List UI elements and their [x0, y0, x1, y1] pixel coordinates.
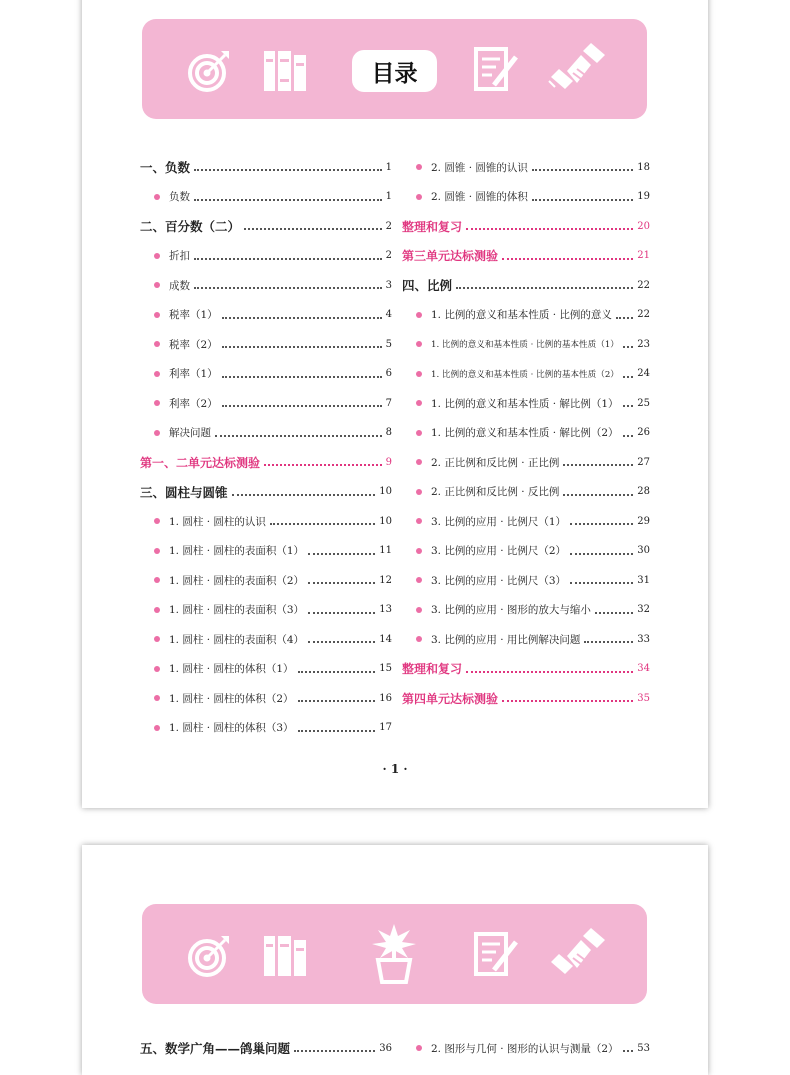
dot-leader [222, 405, 382, 407]
toc-section-heading[interactable] [402, 215, 650, 237]
toc-section-heading[interactable] [402, 274, 650, 296]
toc-entry[interactable] [402, 363, 650, 385]
toc-entry-page-number: 8 [385, 427, 392, 438]
toc-entry-page-number: 20 [637, 220, 650, 232]
toc-entry[interactable] [402, 628, 650, 650]
toc-entry-title: 1. 比例的意义和基本性质 · 比例的基本性质（1） [431, 340, 619, 350]
toc-entry-title: 1. 圆柱 · 圆柱的表面积（1） [169, 545, 305, 557]
toc-entry-title: 二、百分数（二） [140, 219, 241, 234]
toc-entry-title: 负数 [169, 191, 190, 203]
toc-entry[interactable] [402, 451, 650, 473]
toc-entry-title: 1. 圆柱 · 圆柱的表面积（4） [169, 633, 305, 646]
toc-entry[interactable] [140, 186, 392, 208]
bullet-dot-icon [154, 725, 160, 731]
toc-entry[interactable] [402, 392, 650, 414]
toc-entry-title: 整理和复习 [402, 219, 463, 234]
toc-entry-title: 2. 圆锥 · 圆锥的认识 [431, 161, 528, 174]
toc-entry-page-number: 22 [637, 309, 650, 320]
dot-leader [623, 435, 634, 437]
bullet-dot-icon [154, 253, 160, 259]
toc-entry-page-number: 29 [637, 515, 650, 527]
toc-section-heading[interactable] [140, 215, 392, 237]
dot-leader [215, 435, 382, 437]
notepad-icon [474, 45, 522, 93]
toc-entry-page-number: 4 [385, 309, 392, 320]
bullet-dot-icon [154, 371, 160, 377]
toc-entry[interactable] [402, 422, 650, 444]
toc-entry-title: 1. 比例的意义和基本性质 · 比例的意义 [431, 309, 612, 321]
toc-entry-title: 整理和复习 [402, 662, 463, 676]
toc-entry-page-number: 3 [385, 279, 392, 291]
toc-entry-page-number: 1 [385, 161, 392, 173]
books-icon [262, 49, 310, 93]
toc-entry-page-number: 27 [637, 456, 650, 468]
dot-leader [616, 317, 633, 319]
dot-leader [294, 1050, 375, 1052]
bullet-dot-icon [416, 607, 422, 613]
toc-entry-title: 第三单元达标测验 [402, 249, 499, 263]
bullet-dot-icon [154, 400, 160, 406]
toc-entry-title: 1. 圆柱 · 圆柱的表面积（2） [169, 574, 305, 587]
toc-entry[interactable] [140, 304, 392, 326]
toc-entry-title: 第四单元达标测验 [402, 691, 499, 706]
toc-entry-page-number: 26 [637, 427, 650, 438]
toc-section-heading[interactable] [140, 481, 392, 503]
toc-entry-page-number: 30 [637, 545, 650, 556]
toc-entry-page-number: 6 [385, 368, 392, 379]
toc-entry-page-number: 15 [379, 663, 392, 674]
toc-entry[interactable] [402, 540, 650, 562]
dot-leader [298, 730, 376, 732]
toc-entry-title: 3. 比例的应用 · 比例尺（3） [431, 574, 567, 587]
toc-entry[interactable] [402, 1037, 650, 1059]
toc-entry[interactable] [402, 304, 650, 326]
bullet-dot-icon [416, 194, 422, 200]
handshake-icon [547, 41, 607, 97]
bullet-dot-icon [154, 430, 160, 436]
dot-leader [570, 523, 633, 525]
dot-leader [270, 523, 375, 525]
notepad-icon [474, 930, 522, 978]
header-banner [142, 19, 647, 119]
toc-section-heading[interactable] [140, 156, 392, 178]
bullet-dot-icon [154, 548, 160, 554]
dot-leader [502, 258, 633, 260]
bullet-dot-icon [154, 312, 160, 318]
toc-entry-title: 1. 圆柱 · 圆柱的体积（2） [169, 692, 294, 705]
toc-entry[interactable] [140, 628, 392, 650]
toc-entry-title: 利率（2） [169, 397, 218, 410]
toc-entry-page-number: 12 [379, 574, 392, 586]
toc-entry-page-number: 23 [637, 338, 650, 350]
dot-leader [563, 494, 633, 496]
dot-leader [222, 346, 382, 348]
bullet-dot-icon [154, 607, 160, 613]
toc-entry[interactable] [402, 569, 650, 591]
dot-leader [623, 1050, 634, 1052]
toc-entry[interactable] [140, 274, 392, 296]
toc-entry-title: 3. 比例的应用 · 用比例解决问题 [431, 633, 581, 646]
toc-entry-page-number: 17 [379, 722, 392, 733]
toc-entry-title: 成数 [169, 279, 190, 292]
toc-entry-page-number: 35 [637, 692, 650, 704]
toc-entry-page-number: 9 [385, 456, 392, 468]
toc-entry-page-number: 7 [385, 397, 392, 409]
books-icon [262, 934, 310, 978]
bullet-dot-icon [416, 312, 422, 318]
dot-leader [298, 700, 376, 702]
dot-leader [623, 376, 633, 378]
toc-entry-title: 利率（1） [169, 368, 218, 380]
dot-leader [194, 169, 382, 171]
dot-leader [570, 582, 633, 584]
toc-entry[interactable] [140, 658, 392, 680]
toc-entry-title: 四、比例 [402, 278, 453, 293]
bullet-dot-icon [154, 666, 160, 672]
page-number: · 1 · [382, 762, 408, 776]
bullet-dot-icon [416, 1045, 422, 1051]
dot-leader [502, 700, 633, 702]
toc-entry-page-number: 21 [637, 250, 650, 261]
dot-leader [532, 169, 633, 171]
dot-leader [623, 405, 634, 407]
toc-entry-page-number: 53 [637, 1042, 650, 1054]
toc-entry-title: 1. 比例的意义和基本性质 · 解比例（1） [431, 397, 619, 410]
toc-entry-title: 解决问题 [169, 427, 211, 439]
toc-entry[interactable] [140, 540, 392, 562]
bullet-dot-icon [416, 430, 422, 436]
toc-entry-page-number: 5 [385, 338, 392, 350]
toc-entry-page-number: 25 [637, 397, 650, 409]
toc-entry[interactable] [140, 510, 392, 532]
toc-entry[interactable] [140, 422, 392, 444]
dot-leader [595, 612, 633, 614]
bullet-dot-icon [416, 636, 422, 642]
bullet-dot-icon [416, 164, 422, 170]
dot-leader [308, 641, 375, 643]
toc-entry-page-number: 16 [379, 692, 392, 704]
toc-entry-page-number: 1 [385, 191, 392, 202]
dot-leader [222, 376, 382, 378]
toc-entry-page-number: 22 [637, 279, 650, 291]
dot-leader [194, 258, 382, 260]
toc-entry-title: 五、数学广角——鸽巢问题 [140, 1041, 291, 1056]
toc-entry[interactable] [402, 510, 650, 532]
toc-entry-page-number: 14 [379, 633, 392, 645]
toc-section-heading[interactable] [402, 687, 650, 709]
bullet-dot-icon [154, 194, 160, 200]
dot-leader [623, 346, 633, 348]
toc-entry-title: 1. 圆柱 · 圆柱的体积（1） [169, 663, 294, 675]
toc-entry[interactable] [402, 186, 650, 208]
toc-entry-page-number: 28 [637, 486, 650, 497]
toc-section-heading[interactable] [140, 1037, 392, 1059]
dot-leader [456, 287, 633, 289]
bullet-dot-icon [416, 371, 422, 377]
toc-entry[interactable] [140, 363, 392, 385]
bullet-dot-icon [416, 459, 422, 465]
target-icon [187, 934, 231, 978]
toc-entry-title: 1. 比例的意义和基本性质 · 比例的基本性质（2） [431, 369, 619, 380]
toc-entry-title: 2. 正比例和反比例 · 正比例 [431, 456, 560, 469]
bullet-dot-icon [154, 282, 160, 288]
toc-entry[interactable] [402, 156, 650, 178]
toc-title: 目录 [352, 50, 437, 92]
toc-entry-page-number: 32 [637, 604, 650, 615]
toc-entry-page-number: 2 [385, 250, 392, 261]
bullet-dot-icon [416, 577, 422, 583]
toc-entry-page-number: 36 [379, 1042, 392, 1054]
toc-section-heading[interactable] [402, 245, 650, 267]
toc-entry-title: 3. 比例的应用 · 图形的放大与缩小 [431, 604, 591, 616]
dot-leader [532, 199, 633, 201]
toc-entry-title: 1. 圆柱 · 圆柱的认识 [169, 515, 266, 528]
toc-entry-page-number: 11 [379, 545, 392, 556]
dot-leader [563, 464, 633, 466]
toc-entry-page-number: 19 [637, 191, 650, 202]
toc-entry-title: 2. 圆锥 · 圆锥的体积 [431, 191, 528, 203]
dot-leader [194, 199, 382, 201]
toc-entry-page-number: 24 [637, 368, 650, 379]
toc-entry-page-number: 33 [637, 633, 650, 645]
toc-entry-title: 1. 比例的意义和基本性质 · 解比例（2） [431, 427, 619, 439]
toc-entry-title: 税率（2） [169, 338, 218, 351]
bullet-dot-icon [416, 400, 422, 406]
toc-entry-title: 一、负数 [140, 160, 191, 175]
toc-entry[interactable] [140, 245, 392, 267]
dot-leader [584, 641, 633, 643]
toc-entry[interactable] [140, 333, 392, 355]
toc-entry[interactable] [402, 333, 650, 355]
toc-entry-title: 三、圆柱与圆锥 [140, 484, 228, 500]
bullet-dot-icon [154, 636, 160, 642]
dot-leader [222, 317, 382, 319]
toc-section-heading[interactable] [140, 451, 392, 473]
toc-entry[interactable] [140, 392, 392, 414]
dot-leader [308, 553, 375, 555]
toc-entry-page-number: 31 [637, 574, 650, 586]
toc-entry[interactable] [140, 599, 392, 621]
toc-entry-title: 1. 圆柱 · 圆柱的表面积（3） [169, 604, 305, 616]
toc-entry[interactable] [402, 481, 650, 503]
dot-leader [570, 553, 633, 555]
toc-page-2 [82, 845, 708, 1075]
toc-entry[interactable] [140, 687, 392, 709]
bullet-dot-icon [416, 341, 422, 347]
dot-leader [194, 287, 382, 289]
toc-entry-title: 税率（1） [169, 309, 218, 321]
toc-entry-title: 2. 正比例和反比例 · 反比例 [431, 486, 560, 498]
dot-leader [264, 464, 382, 466]
toc-entry-title: 折扣 [169, 250, 190, 262]
toc-entry-page-number: 10 [379, 486, 392, 497]
dot-leader [308, 612, 375, 614]
dot-leader [308, 582, 375, 584]
bullet-dot-icon [154, 577, 160, 583]
dot-leader [244, 228, 382, 230]
toc-entry[interactable] [140, 569, 392, 591]
dot-leader [466, 228, 633, 230]
toc-entry-title: 3. 比例的应用 · 比例尺（1） [431, 515, 567, 528]
header-banner [142, 904, 647, 1004]
toc-entry-page-number: 34 [637, 663, 650, 674]
bullet-dot-icon [154, 341, 160, 347]
target-icon [187, 49, 231, 93]
bullet-dot-icon [154, 695, 160, 701]
toc-entry-page-number: 13 [379, 604, 392, 615]
toc-entry-title: 3. 比例的应用 · 比例尺（2） [431, 545, 567, 557]
toc-entry-title: 1. 圆柱 · 圆柱的体积（3） [169, 722, 294, 734]
toc-entry[interactable] [402, 599, 650, 621]
toc-page-1 [82, 0, 708, 808]
bullet-dot-icon [416, 548, 422, 554]
toc-entry-page-number: 18 [637, 161, 650, 173]
bullet-dot-icon [154, 518, 160, 524]
dot-leader [466, 671, 633, 673]
handshake-icon [547, 926, 607, 982]
bullet-dot-icon [416, 489, 422, 495]
toc-entry-page-number: 10 [379, 515, 392, 527]
potted-plant-icon [370, 922, 418, 984]
toc-entry[interactable] [140, 717, 392, 739]
toc-entry-title: 第一、二单元达标测验 [140, 455, 261, 470]
dot-leader [232, 494, 376, 496]
toc-entry-page-number: 2 [385, 220, 392, 232]
toc-section-heading[interactable] [402, 658, 650, 680]
dot-leader [298, 671, 376, 673]
bullet-dot-icon [416, 518, 422, 524]
toc-entry-title: 2. 图形与几何 · 图形的认识与测量（2） [431, 1042, 619, 1055]
